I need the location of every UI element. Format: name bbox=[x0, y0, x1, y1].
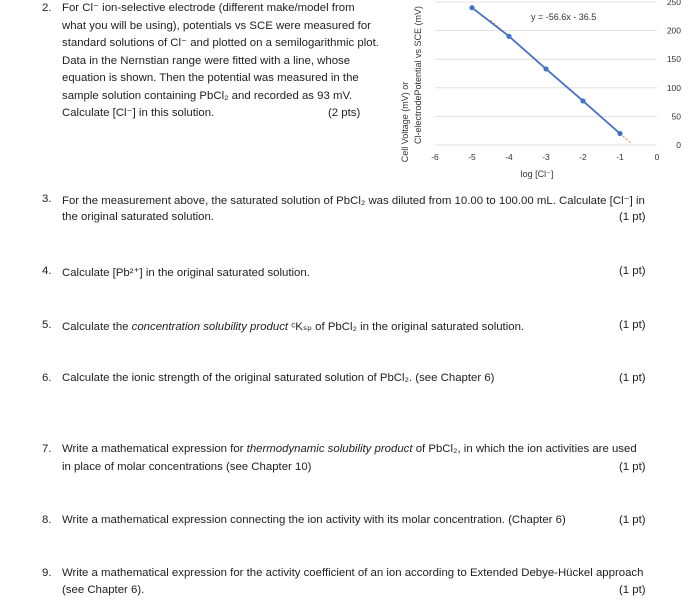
text-span: Calculate the bbox=[62, 321, 132, 333]
question-points: (1 pt) bbox=[619, 514, 646, 526]
question-text: Calculate the ionic strength of the original saturated solution of PbCl₂. (see Chapter 6) bbox=[62, 372, 495, 384]
question-text: (see Chapter 6). bbox=[62, 584, 145, 596]
y-axis-label-line2: Cl-electrodePotential vs SCE (mV) bbox=[413, 5, 423, 145]
emphasis: concentration solubility product bbox=[131, 321, 289, 333]
question-2-line: Calculate [Cl⁻] in this solution. bbox=[62, 107, 215, 119]
question-2-line: standard solutions of Cl⁻ and plotted on a semilogarithmic plot. bbox=[62, 37, 379, 49]
question-2-line: sample solution containing PbCl₂ and recorded as 93 mV. bbox=[62, 89, 353, 102]
emphasis: thermodynamic solubility product bbox=[246, 443, 413, 455]
question-text: Write a mathematical expression for the activity coefficient of an ion according to Extended Debye-Hückel approach bbox=[62, 567, 644, 579]
y-tick-label: 100 bbox=[666, 82, 681, 93]
text-span: ᶜKₛₚ of PbCl₂ in the original saturated solution. bbox=[288, 321, 525, 333]
question-number: 8. bbox=[42, 514, 52, 526]
x-tick-label: -1 bbox=[616, 152, 624, 162]
y-axis-label-line1: Cell Voltage (mV) or bbox=[400, 81, 410, 163]
x-tick-label: 0 bbox=[654, 152, 660, 162]
question-text: Write a mathematical expression connecting the ion activity with its molar concentration. (Chapter 6) bbox=[62, 514, 566, 526]
y-tick-label: 150 bbox=[666, 54, 681, 65]
data-point bbox=[506, 34, 511, 39]
x-tick-label: -5 bbox=[468, 152, 476, 162]
question-2-line: equation is shown. Then the potential was measured in the bbox=[62, 72, 359, 84]
data-point bbox=[469, 5, 474, 10]
x-axis-label: log [Cl⁻] bbox=[520, 169, 554, 179]
x-tick-label: -2 bbox=[579, 152, 587, 162]
question-number: 3. bbox=[42, 193, 52, 205]
y-tick-labels bbox=[667, 0, 681, 150]
question-points: (1 pt) bbox=[619, 265, 646, 277]
data-point bbox=[580, 98, 585, 103]
question-points: (1 pt) bbox=[619, 584, 646, 596]
question-text: For the measurement above, the saturated solution of PbCl₂ was diluted from 10.00 to 100.00 mL. Calculate [Cl⁻] in bbox=[62, 195, 645, 207]
question-text: Calculate [Pb²⁺] in the original saturated solution. bbox=[62, 267, 310, 279]
x-tick-labels bbox=[431, 152, 659, 162]
question-number: 4. bbox=[42, 265, 52, 277]
data-point bbox=[543, 66, 548, 71]
y-tick-label: 250 bbox=[666, 0, 681, 7]
question-text: in place of molar concentrations (see Chapter 10) bbox=[62, 461, 312, 473]
question-2-line: For Cl⁻ ion-selective electrode (different make/model from bbox=[62, 2, 355, 14]
question-2-line: Data in the Nernstian range were fitted with a line, whose bbox=[62, 54, 351, 67]
question-points: (1 pt) bbox=[619, 372, 646, 384]
x-tick-label: -4 bbox=[505, 152, 513, 162]
question-number: 9. bbox=[42, 567, 52, 579]
y-tick-label: 50 bbox=[671, 111, 681, 122]
question-number: 6. bbox=[42, 372, 52, 384]
x-tick-label: -3 bbox=[542, 152, 550, 162]
question-points: (1 pt) bbox=[619, 319, 646, 331]
nernst-chart bbox=[395, 0, 700, 185]
question-number: 5. bbox=[42, 319, 52, 331]
data-point bbox=[617, 131, 622, 136]
chart-grid bbox=[435, 2, 657, 145]
question-points: (1 pt) bbox=[619, 461, 646, 473]
question-points: (1 pt) bbox=[619, 211, 646, 223]
y-axis-label bbox=[400, 6, 423, 162]
y-tick-label: 0 bbox=[676, 140, 681, 150]
trendline-equation: y = -56.6x - 36.5 bbox=[531, 12, 597, 22]
question-number: 7. bbox=[42, 443, 52, 455]
question-2-number: 2. bbox=[42, 2, 52, 14]
text-span: of PbCl₂, in which the ion activities are used bbox=[412, 443, 637, 455]
y-tick-label: 200 bbox=[666, 25, 681, 36]
question-text bbox=[62, 443, 637, 455]
question-2-points: (2 pts) bbox=[328, 107, 361, 119]
text-span: Write a mathematical expression for bbox=[62, 443, 247, 455]
question-text: the original saturated solution. bbox=[62, 211, 214, 223]
question-text bbox=[62, 319, 524, 333]
question-2-line: what you will be using), potentials vs SCE were measured for bbox=[62, 19, 371, 32]
x-tick-label: -6 bbox=[431, 152, 439, 162]
